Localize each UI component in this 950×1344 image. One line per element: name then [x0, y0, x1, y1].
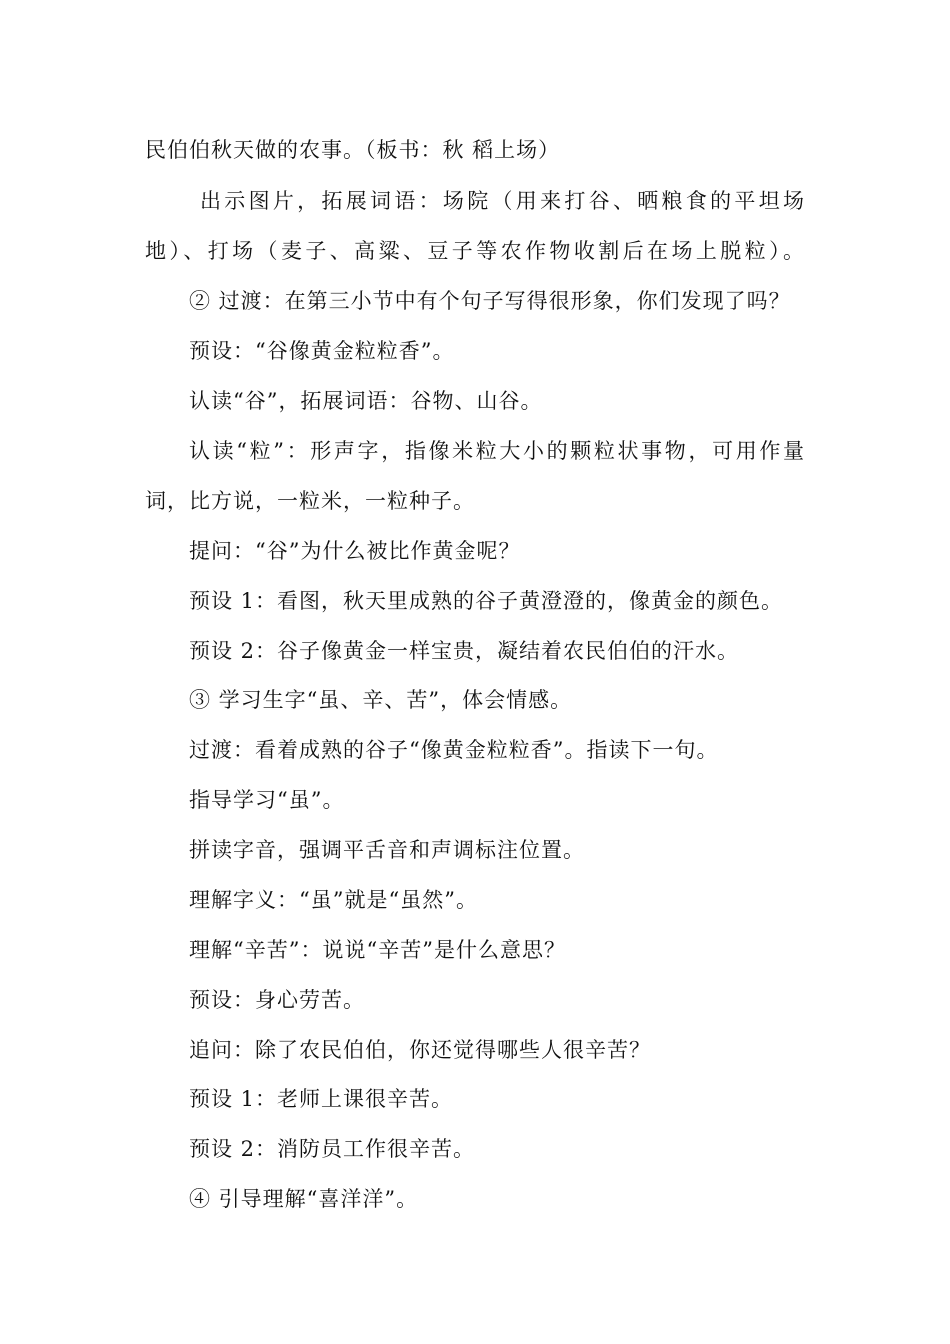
- text-line: 预设：身心劳苦。: [189, 988, 365, 1012]
- text-line: 预设 1：老师上课很辛苦。: [189, 1087, 454, 1111]
- text-line: 理解字义：“虽”就是“虽然”。: [189, 888, 478, 912]
- text-line: 民伯伯秋天做的农事。（板书：秋 稻上场）: [145, 138, 561, 162]
- text-line: ② 过渡：在第三小节中有个句子写得很形象，你们发现了吗？: [189, 289, 791, 313]
- text-line: 认读“谷”，拓展词语：谷物、山谷。: [189, 389, 543, 413]
- text-line: 理解“辛苦”：说说“辛苦”是什么意思？: [189, 938, 566, 962]
- text-line: 预设：“谷像黄金粒粒香”。: [189, 339, 455, 363]
- text-line: 地）、打场（麦子、高粱、豆子等农作物收割后在场上脱粒）。: [145, 239, 805, 263]
- text-line: 出示图片，拓展词语：场院（用来打谷、晒粮食的平坦场: [200, 189, 805, 213]
- text-line: 提问：“谷”为什么被比作黄金呢？: [189, 539, 521, 563]
- text-line: 拼读字音，强调平舌音和声调标注位置。: [189, 838, 585, 862]
- text-line: ④ 引导理解“喜洋洋”。: [189, 1187, 419, 1211]
- text-line: 预设 2：消防员工作很辛苦。: [189, 1137, 476, 1161]
- text-line: 过渡：看着成熟的谷子“像黄金粒粒香”。指读下一句。: [189, 738, 719, 762]
- text-line: 预设 2：谷子像黄金一样宝贵，凝结着农民伯伯的汗水。: [189, 639, 740, 663]
- text-line: 预设 1：看图，秋天里成熟的谷子黄澄澄的，像黄金的颜色。: [189, 589, 784, 613]
- text-line: 认读“粒”：形声字，指像米粒大小的颗粒状事物，可用作量: [189, 439, 805, 463]
- text-line: ③ 学习生字“虽、辛、苦”，体会情感。: [189, 688, 573, 712]
- text-line: 指导学习“虽”。: [189, 788, 345, 812]
- text-line: 词，比方说，一粒米，一粒种子。: [145, 489, 475, 513]
- text-line: 追问：除了农民伯伯，你还觉得哪些人很辛苦？: [189, 1038, 651, 1062]
